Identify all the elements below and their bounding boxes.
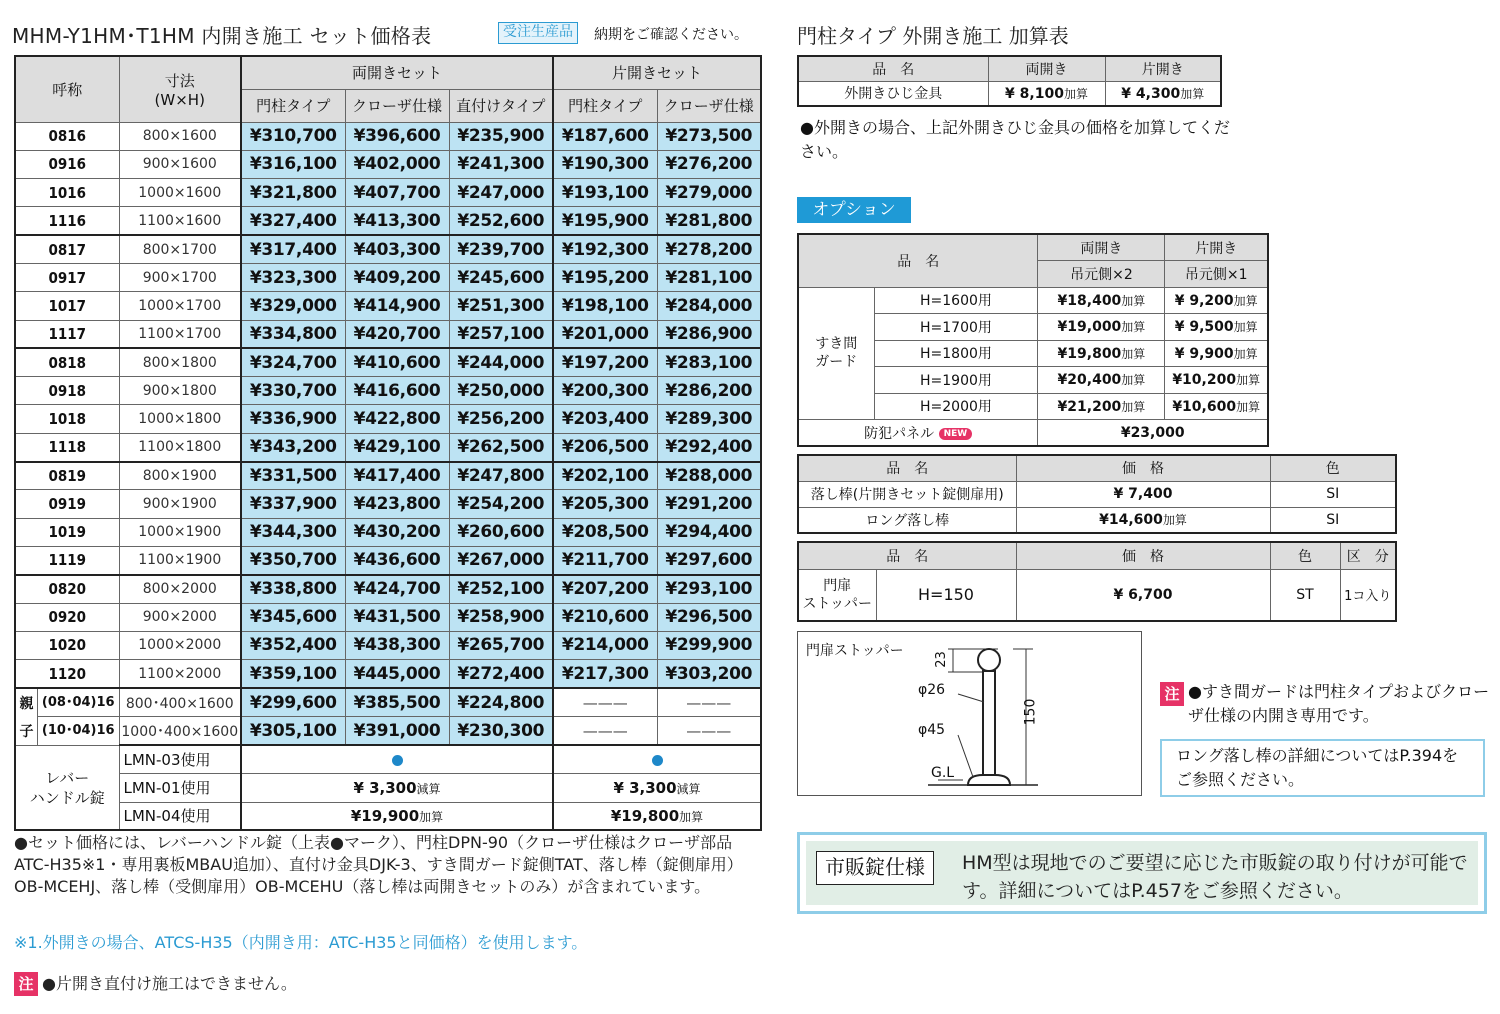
- table-row: [15, 235, 761, 263]
- guard-price-double: ¥20,400加算: [1038, 367, 1165, 394]
- row-size: 900×2000: [119, 603, 241, 631]
- oyako-size-2: 1000･400×1600: [119, 717, 241, 746]
- price-closer: ¥403,300: [345, 235, 449, 263]
- price-closer-single: ¥281,800: [657, 207, 761, 235]
- row-size: 900×1900: [119, 490, 241, 518]
- lever-handle-label: レバー ハンドル錠: [15, 745, 119, 830]
- header-name: 品 名: [798, 542, 1016, 569]
- commercial-lock-tag: 市販錠仕様: [816, 851, 934, 885]
- diagram-title: 門扉ストッパー: [806, 643, 904, 659]
- lever-double-price: ¥19,900加算: [241, 802, 553, 830]
- table-row: [15, 348, 761, 376]
- gate-stopper-table: [797, 541, 1397, 622]
- drop-bar-color: SI: [1270, 481, 1396, 507]
- price-pillar-single: ¥203,400: [553, 405, 657, 433]
- price-direct: ¥251,300: [449, 292, 553, 320]
- row-code: 0919: [15, 490, 119, 518]
- dim-150: 150: [1022, 698, 1039, 726]
- stopper-color: ST: [1270, 569, 1340, 621]
- guard-price-single: ¥10,600加算: [1165, 393, 1268, 420]
- price-pillar: ¥345,600: [241, 603, 345, 631]
- price-closer-single: ¥281,100: [657, 263, 761, 291]
- row-size: 1100×2000: [119, 660, 241, 688]
- price-closer: ¥410,600: [345, 348, 449, 376]
- row-size: 1000×1800: [119, 405, 241, 433]
- oyako-dash: ———: [657, 688, 761, 717]
- price-pillar-single: ¥187,600: [553, 122, 657, 150]
- price-pillar-single: ¥200,300: [553, 377, 657, 405]
- table-row: [15, 320, 761, 348]
- row-size: 900×1800: [119, 377, 241, 405]
- guard-height: H=1800用: [874, 340, 1038, 367]
- row-code: 1020: [15, 631, 119, 659]
- price-pillar-single: ¥193,100: [553, 179, 657, 207]
- price-pillar: ¥350,700: [241, 546, 345, 574]
- gap-guard-label: すき間 ガード: [798, 287, 874, 420]
- drop-bar-price: ¥ 7,400: [1016, 481, 1270, 507]
- guard-row: [798, 287, 1268, 314]
- long-drop-bar-note: ロング落し棒の詳細についてはP.394をご参照ください。: [1160, 739, 1485, 797]
- guard-price-double: ¥19,000加算: [1038, 314, 1165, 341]
- price-direct: ¥247,000: [449, 179, 553, 207]
- row-size: 1000×1700: [119, 292, 241, 320]
- guard-height: H=2000用: [874, 393, 1038, 420]
- drop-bar-price: ¥14,600加算: [1016, 507, 1270, 533]
- price-pillar: ¥338,800: [241, 575, 345, 603]
- lever-row-name: LMN-04使用: [119, 802, 241, 830]
- commercial-lock-text: HM型は現地でのご要望に応じた市販錠の取り付けが可能です。詳細についてはP.457をご参照ください。: [962, 852, 1468, 902]
- header-single: 片開き: [1105, 56, 1221, 81]
- price-pillar: ¥343,200: [241, 433, 345, 461]
- price-pillar: ¥352,400: [241, 631, 345, 659]
- guard-price-single: ¥ 9,900加算: [1165, 340, 1268, 367]
- ground-level-label: G.L: [931, 765, 955, 781]
- table-row: [15, 150, 761, 178]
- drop-bar-color: SI: [1270, 507, 1396, 533]
- price-direct: ¥254,200: [449, 490, 553, 518]
- header-color: 色: [1270, 542, 1340, 569]
- table-row: [15, 122, 761, 150]
- price-pillar-single: ¥202,100: [553, 462, 657, 490]
- price-closer-single: ¥288,000: [657, 462, 761, 490]
- oyako-code-2: (10･04)16: [41, 722, 115, 738]
- price-closer-single: ¥292,400: [657, 433, 761, 461]
- table-row: [15, 179, 761, 207]
- price-closer: ¥396,600: [345, 122, 449, 150]
- row-code: 0819: [15, 462, 119, 490]
- lever-single-price: ¥ 3,300減算: [553, 774, 761, 802]
- row-size: 800×1700: [119, 235, 241, 263]
- price-closer: ¥445,000: [345, 660, 449, 688]
- price-direct: ¥252,100: [449, 575, 553, 603]
- header-double-sub: 吊元側×2: [1038, 261, 1165, 288]
- header-name: 呼称: [15, 56, 119, 122]
- oyako-dash: ———: [553, 717, 657, 746]
- price-pillar: ¥336,900: [241, 405, 345, 433]
- row-code: 0816: [15, 122, 119, 150]
- price-closer: ¥414,900: [345, 292, 449, 320]
- header-pillar: 門柱タイプ: [241, 89, 345, 122]
- caution-mark: 注: [14, 972, 38, 996]
- header-double: 両開き: [988, 56, 1105, 81]
- row-code: 1119: [15, 546, 119, 574]
- price-pillar: ¥324,700: [241, 348, 345, 376]
- no-direct-note: 注 ●片開き直付け施工はできません。: [14, 972, 297, 996]
- price-direct: ¥257,100: [449, 320, 553, 348]
- price-pillar-single: ¥206,500: [553, 433, 657, 461]
- row-code: 0920: [15, 603, 119, 631]
- price-closer-single: ¥278,200: [657, 235, 761, 263]
- lever-row-name: LMN-01使用: [119, 774, 241, 802]
- addon-note: ●外開きの場合、上記外開きひじ金具の価格を加算してください。: [800, 118, 1230, 161]
- price-pillar-single: ¥214,000: [553, 631, 657, 659]
- stopper-name: 門扉 ストッパー: [798, 569, 876, 621]
- stopper-drawing: [798, 632, 1143, 797]
- oyako-price-1-pillar: ¥299,600: [241, 688, 345, 717]
- security-panel-name: 防犯パネル NEW: [798, 420, 1038, 447]
- price-pillar: ¥331,500: [241, 462, 345, 490]
- row-code: 1017: [15, 292, 119, 320]
- guard-price-double: ¥18,400加算: [1038, 287, 1165, 314]
- price-direct: ¥258,900: [449, 603, 553, 631]
- price-closer: ¥409,200: [345, 263, 449, 291]
- row-size: 800×2000: [119, 575, 241, 603]
- price-closer: ¥436,600: [345, 546, 449, 574]
- row-code: 1116: [15, 207, 119, 235]
- addon-single-price: ¥ 4,300加算: [1105, 81, 1221, 106]
- row-code: 0917: [15, 263, 119, 291]
- price-direct: ¥247,800: [449, 462, 553, 490]
- price-direct: ¥245,600: [449, 263, 553, 291]
- table-row: [15, 660, 761, 688]
- price-pillar: ¥316,100: [241, 150, 345, 178]
- table-row: [15, 405, 761, 433]
- outward-addon-table: [797, 55, 1222, 107]
- price-pillar: ¥337,900: [241, 490, 345, 518]
- table-row: [15, 433, 761, 461]
- row-size: 1100×1700: [119, 320, 241, 348]
- header-single-set: 片開きセット: [553, 56, 761, 89]
- header-name: 品 名: [798, 455, 1016, 481]
- commercial-lock-box: [797, 832, 1487, 914]
- table-row: [15, 207, 761, 235]
- table-row: [15, 546, 761, 574]
- row-size: 1000×2000: [119, 631, 241, 659]
- row-code: 0820: [15, 575, 119, 603]
- guard-height: H=1600用: [874, 287, 1038, 314]
- row-code: 1117: [15, 320, 119, 348]
- price-pillar: ¥330,700: [241, 377, 345, 405]
- price-pillar: ¥310,700: [241, 122, 345, 150]
- oyako-price-1-closer: ¥385,500: [345, 688, 449, 717]
- price-direct: ¥239,700: [449, 235, 553, 263]
- row-size: 1000×1600: [119, 179, 241, 207]
- price-closer-single: ¥291,200: [657, 490, 761, 518]
- price-pillar: ¥317,400: [241, 235, 345, 263]
- included-mark: [392, 755, 403, 766]
- addon-double-price: ¥ 8,100加算: [988, 81, 1105, 106]
- oyako-code-1: (08･04)16: [38, 689, 119, 717]
- price-pillar-single: ¥197,200: [553, 348, 657, 376]
- price-pillar: ¥359,100: [241, 660, 345, 688]
- price-closer: ¥430,200: [345, 518, 449, 546]
- dim-phi26: φ26: [918, 682, 946, 698]
- price-pillar-single: ¥211,700: [553, 546, 657, 574]
- footnote-1: ※1.外開きの場合、ATCS-H35（内開き用：ATC-H35と同価格）を使用します。: [14, 933, 588, 952]
- price-closer: ¥429,100: [345, 433, 449, 461]
- guard-price-single: ¥10,200加算: [1165, 367, 1268, 394]
- price-closer-single: ¥296,500: [657, 603, 761, 631]
- header-closer-single: クローザ仕様: [657, 89, 761, 122]
- price-closer: ¥417,400: [345, 462, 449, 490]
- oyako-price-2-pillar: ¥305,100: [241, 717, 345, 746]
- price-closer-single: ¥293,100: [657, 575, 761, 603]
- drop-bar-name: ロング落し棒: [798, 507, 1016, 533]
- table-row: [15, 518, 761, 546]
- price-pillar-single: ¥217,300: [553, 660, 657, 688]
- price-pillar: ¥329,000: [241, 292, 345, 320]
- price-closer-single: ¥303,200: [657, 660, 761, 688]
- table-row: [15, 263, 761, 291]
- gap-guard-note: 注 ●すき間ガードは門柱タイプおよびクローザ仕様の内開き専用です。: [1160, 680, 1495, 728]
- guard-price-double: ¥19,800加算: [1038, 340, 1165, 367]
- price-closer: ¥424,700: [345, 575, 449, 603]
- row-size: 1100×1600: [119, 207, 241, 235]
- guard-price-double: ¥21,200加算: [1038, 393, 1165, 420]
- price-direct: ¥256,200: [449, 405, 553, 433]
- security-panel-price: ¥23,000: [1038, 420, 1268, 447]
- addon-item: 外開きひじ金具: [798, 81, 988, 106]
- table-row: [15, 575, 761, 603]
- oyako-price-2-closer: ¥391,000: [345, 717, 449, 746]
- row-size: 1100×1800: [119, 433, 241, 461]
- header-price: 価 格: [1016, 542, 1270, 569]
- price-closer: ¥438,300: [345, 631, 449, 659]
- guard-price-single: ¥ 9,200加算: [1165, 287, 1268, 314]
- table-row: [15, 292, 761, 320]
- right-title: 門柱タイプ 外開き施工 加算表: [797, 24, 1069, 48]
- price-pillar-single: ¥198,100: [553, 292, 657, 320]
- header-name: 品 名: [798, 56, 988, 81]
- row-code: 1016: [15, 179, 119, 207]
- price-pillar-single: ¥190,300: [553, 150, 657, 178]
- table-row: [15, 490, 761, 518]
- price-closer-single: ¥297,600: [657, 546, 761, 574]
- price-pillar-single: ¥195,200: [553, 263, 657, 291]
- set-price-table: [14, 55, 762, 831]
- row-code: 0817: [15, 235, 119, 263]
- row-size: 1100×1900: [119, 546, 241, 574]
- price-direct: ¥267,000: [449, 546, 553, 574]
- lever-single-dot: [553, 745, 761, 773]
- header-color: 色: [1270, 455, 1396, 481]
- dim-23: 23: [933, 651, 949, 668]
- option-table: [797, 233, 1269, 447]
- table-row: [15, 377, 761, 405]
- row-code: 1019: [15, 518, 119, 546]
- price-closer: ¥422,800: [345, 405, 449, 433]
- stopper-price: ¥ 6,700: [1016, 569, 1270, 621]
- set-price-note: ●セット価格には、レバーハンドル錠（上表●マーク）、門柱DPN-90（クローザ仕様はクローザ部品ATC-H35※1・専用裏板MBAU追加）、直付け金具DJK-3、すき間ガード錠側TAT、落し棒（錠側扉用）OB-MCEHJ、落し棒（受側扉用）OB-MCEHU（落し棒は両開きセットのみ）が含まれています。: [14, 833, 743, 896]
- drop-bar-name: 落し棒(片開きセット錠側扉用): [798, 481, 1016, 507]
- table-row: [15, 631, 761, 659]
- stopper-size: H=150: [876, 569, 1016, 621]
- header-single: 片開き: [1165, 234, 1268, 261]
- price-closer-single: ¥299,900: [657, 631, 761, 659]
- drop-bar-table: [797, 454, 1397, 534]
- table-row: [15, 603, 761, 631]
- made-to-order-badge: 受注生産品: [498, 22, 578, 44]
- stopper-diagram: [797, 631, 1142, 796]
- oyako-label: 親 子 (08･04)16 (10･04)16: [15, 688, 119, 746]
- price-direct: ¥244,000: [449, 348, 553, 376]
- guard-price-single: ¥ 9,500加算: [1165, 314, 1268, 341]
- option-section-label: オプション: [797, 197, 911, 223]
- price-direct: ¥260,600: [449, 518, 553, 546]
- price-pillar: ¥344,300: [241, 518, 345, 546]
- price-closer: ¥416,600: [345, 377, 449, 405]
- price-closer: ¥407,700: [345, 179, 449, 207]
- price-pillar-single: ¥207,200: [553, 575, 657, 603]
- price-pillar-single: ¥208,500: [553, 518, 657, 546]
- lever-double-dot: [241, 745, 553, 773]
- row-size: 800×1600: [119, 122, 241, 150]
- price-closer: ¥420,700: [345, 320, 449, 348]
- dim-phi45: φ45: [918, 722, 946, 738]
- price-closer: ¥423,800: [345, 490, 449, 518]
- row-size: 900×1700: [119, 263, 241, 291]
- guard-height: H=1700用: [874, 314, 1038, 341]
- left-title: MHM-Y1HM･T1HM 内開き施工 セット価格表: [12, 24, 432, 48]
- delivery-note: 納期をご確認ください。: [594, 27, 748, 43]
- row-size: 900×1600: [119, 150, 241, 178]
- price-rows: [15, 122, 761, 688]
- price-pillar-single: ¥210,600: [553, 603, 657, 631]
- price-direct: ¥265,700: [449, 631, 553, 659]
- table-row: [15, 462, 761, 490]
- price-pillar: ¥321,800: [241, 179, 345, 207]
- price-closer-single: ¥286,900: [657, 320, 761, 348]
- header-double: 両開き: [1038, 234, 1165, 261]
- lever-double-price: ¥ 3,300減算: [241, 774, 553, 802]
- row-size: 1000×1900: [119, 518, 241, 546]
- price-pillar-single: ¥195,900: [553, 207, 657, 235]
- row-code: 0918: [15, 377, 119, 405]
- price-pillar: ¥323,300: [241, 263, 345, 291]
- header-price: 価 格: [1016, 455, 1270, 481]
- row-code: 1018: [15, 405, 119, 433]
- price-closer-single: ¥276,200: [657, 150, 761, 178]
- price-closer-single: ¥294,400: [657, 518, 761, 546]
- price-direct: ¥241,300: [449, 150, 553, 178]
- price-pillar-single: ¥201,000: [553, 320, 657, 348]
- gap-guard-rows: [798, 287, 1268, 420]
- price-pillar-single: ¥205,300: [553, 490, 657, 518]
- lever-single-price: ¥19,800加算: [553, 802, 761, 830]
- price-direct: ¥252,600: [449, 207, 553, 235]
- row-code: 0818: [15, 348, 119, 376]
- row-code: 1120: [15, 660, 119, 688]
- oyako-price-1-direct: ¥224,800: [449, 688, 553, 717]
- price-closer: ¥413,300: [345, 207, 449, 235]
- header-closer: クローザ仕様: [345, 89, 449, 122]
- guard-height: H=1900用: [874, 367, 1038, 394]
- oyako-price-2-direct: ¥230,300: [449, 717, 553, 746]
- header-single-sub: 吊元側×1: [1165, 261, 1268, 288]
- price-closer-single: ¥289,300: [657, 405, 761, 433]
- oyako-size-1: 800･400×1600: [119, 688, 241, 717]
- price-pillar-single: ¥192,300: [553, 235, 657, 263]
- header-name: 品 名: [798, 234, 1038, 287]
- price-closer: ¥431,500: [345, 603, 449, 631]
- oyako-dash: ———: [657, 717, 761, 746]
- caution-mark: 注: [1160, 682, 1184, 706]
- stopper-unit: 1コ入り: [1340, 569, 1396, 621]
- header-pillar-single: 門柱タイプ: [553, 89, 657, 122]
- included-mark: [652, 755, 663, 766]
- row-size: 800×1900: [119, 462, 241, 490]
- price-pillar: ¥327,400: [241, 207, 345, 235]
- price-closer-single: ¥279,000: [657, 179, 761, 207]
- price-closer-single: ¥284,000: [657, 292, 761, 320]
- oyako-dash: ———: [553, 688, 657, 717]
- price-closer-single: ¥283,100: [657, 348, 761, 376]
- price-closer-single: ¥273,500: [657, 122, 761, 150]
- row-code: 0916: [15, 150, 119, 178]
- header-direct: 直付けタイプ: [449, 89, 553, 122]
- price-direct: ¥262,500: [449, 433, 553, 461]
- row-code: 1118: [15, 433, 119, 461]
- price-closer: ¥402,000: [345, 150, 449, 178]
- price-direct: ¥250,000: [449, 377, 553, 405]
- row-size: 800×1800: [119, 348, 241, 376]
- header-unit: 区 分: [1340, 542, 1396, 569]
- price-direct: ¥272,400: [449, 660, 553, 688]
- lever-row-name: LMN-03使用: [119, 745, 241, 773]
- header-double-set: 両開きセット: [241, 56, 553, 89]
- price-pillar: ¥334,800: [241, 320, 345, 348]
- price-closer-single: ¥286,200: [657, 377, 761, 405]
- header-size: 寸法 (W×H): [119, 56, 241, 122]
- price-direct: ¥235,900: [449, 122, 553, 150]
- new-badge: NEW: [939, 428, 973, 440]
